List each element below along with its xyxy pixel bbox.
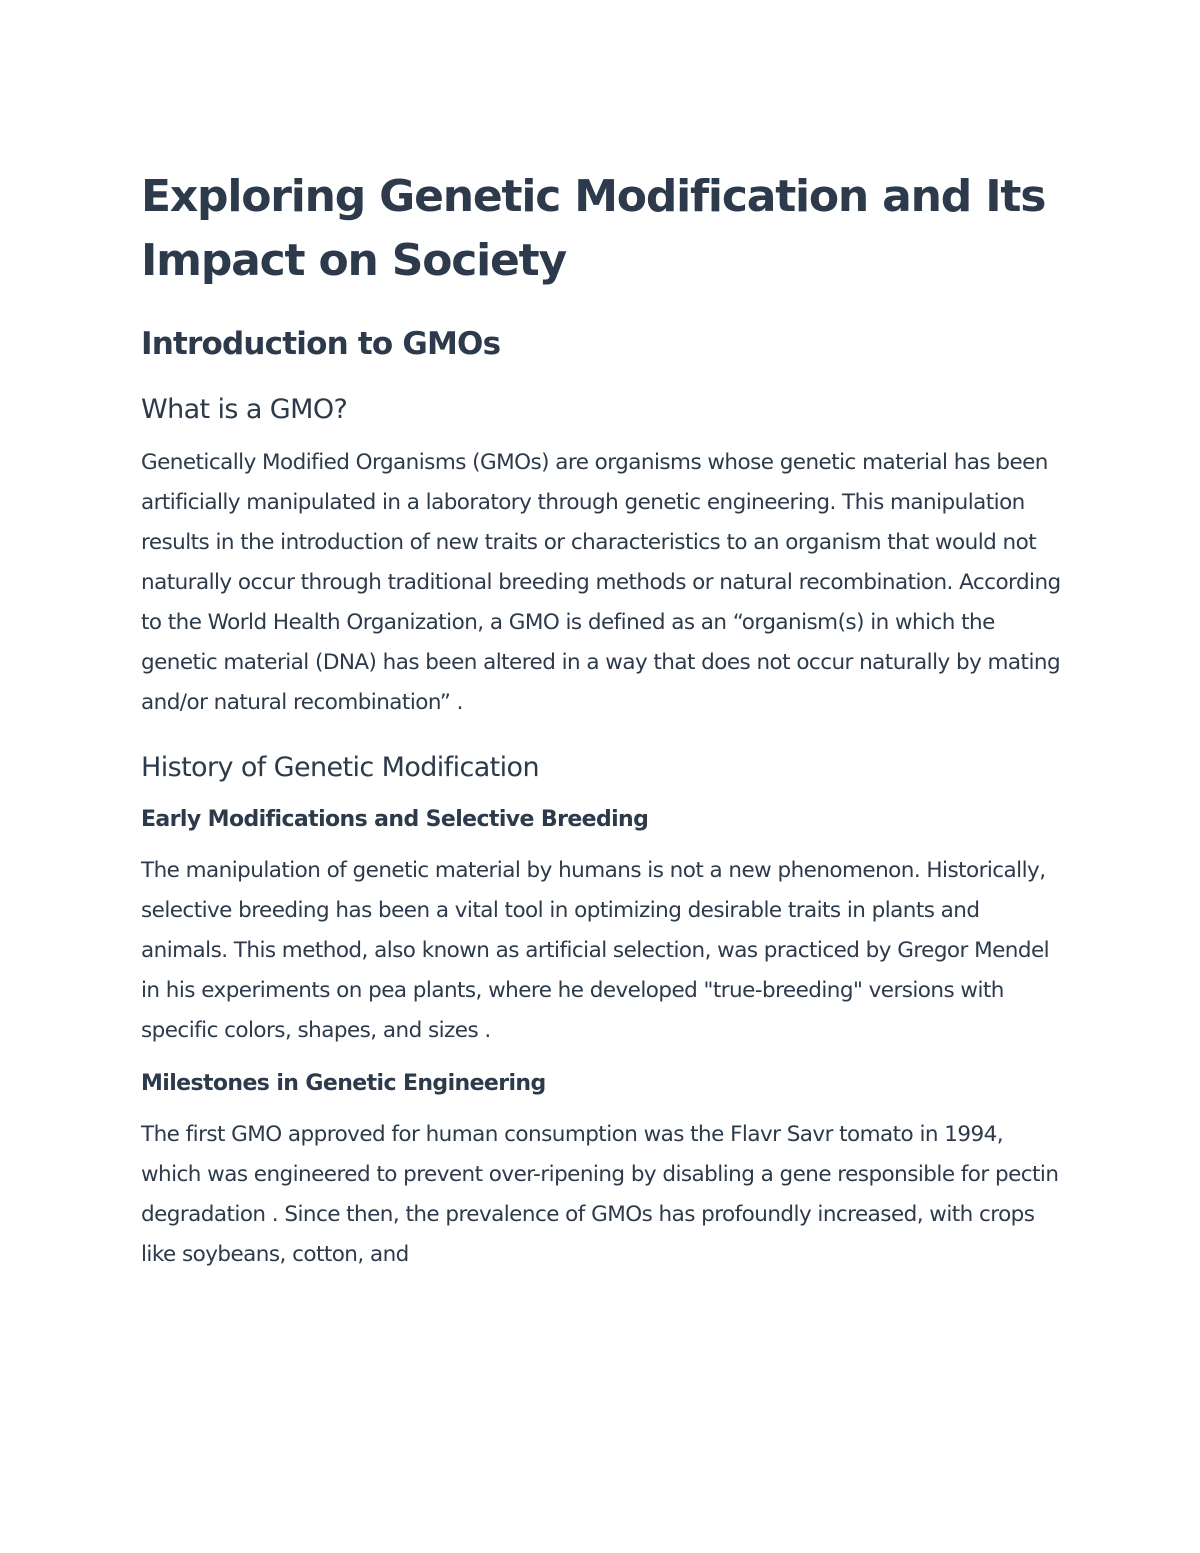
paragraph-milestones: The first GMO approved for human consumption was the Flavr Savr tomato in 1994, which was engineered to prevent over-ripening by disabling a gene responsible for pectin degradation . Since then, the prevalence of GMOs has profoundly increased, with crops like soybeans, cotton, and xyxy=(141,1122,1059,1267)
subheading-milestones: Milestones in Genetic Engineering xyxy=(141,1071,546,1096)
paragraph-gmo-definition: Genetically Modified Organisms (GMOs) are organisms whose genetic material has been artificially manipulated in a laboratory through genetic engineering. This manipulation results in the introduction of new traits or characteristics to an organism that would not naturally occur through traditional breeding methods or natural recombination. According to the World Health Organization, a GMO is defined as an “organism(s) in which the genetic material (DNA) has been altered in a way that does not occur naturally by mating and/or natural recombination” . xyxy=(141,450,1061,715)
subsection-heading-what-is-gmo: What is a GMO? xyxy=(141,394,348,425)
document-title: Exploring Genetic Modification and Its Impact on Society xyxy=(141,171,1046,286)
subheading-early-modifications: Early Modifications and Selective Breeding xyxy=(141,807,649,832)
document-page xyxy=(141,165,1066,1275)
section-heading-intro: Introduction to GMOs xyxy=(141,326,501,362)
subsection-heading-history: History of Genetic Modification xyxy=(141,752,539,783)
paragraph-selective-breeding: The manipulation of genetic material by humans is not a new phenomenon. Historically, selective breeding has been a vital tool in optimizing desirable traits in plants and animals. This method, also known as artificial selection, was practiced by Gregor Mendel in his experiments on pea plants, where he developed "true-breeding" versions with specific colors, shapes, and sizes . xyxy=(141,858,1050,1043)
